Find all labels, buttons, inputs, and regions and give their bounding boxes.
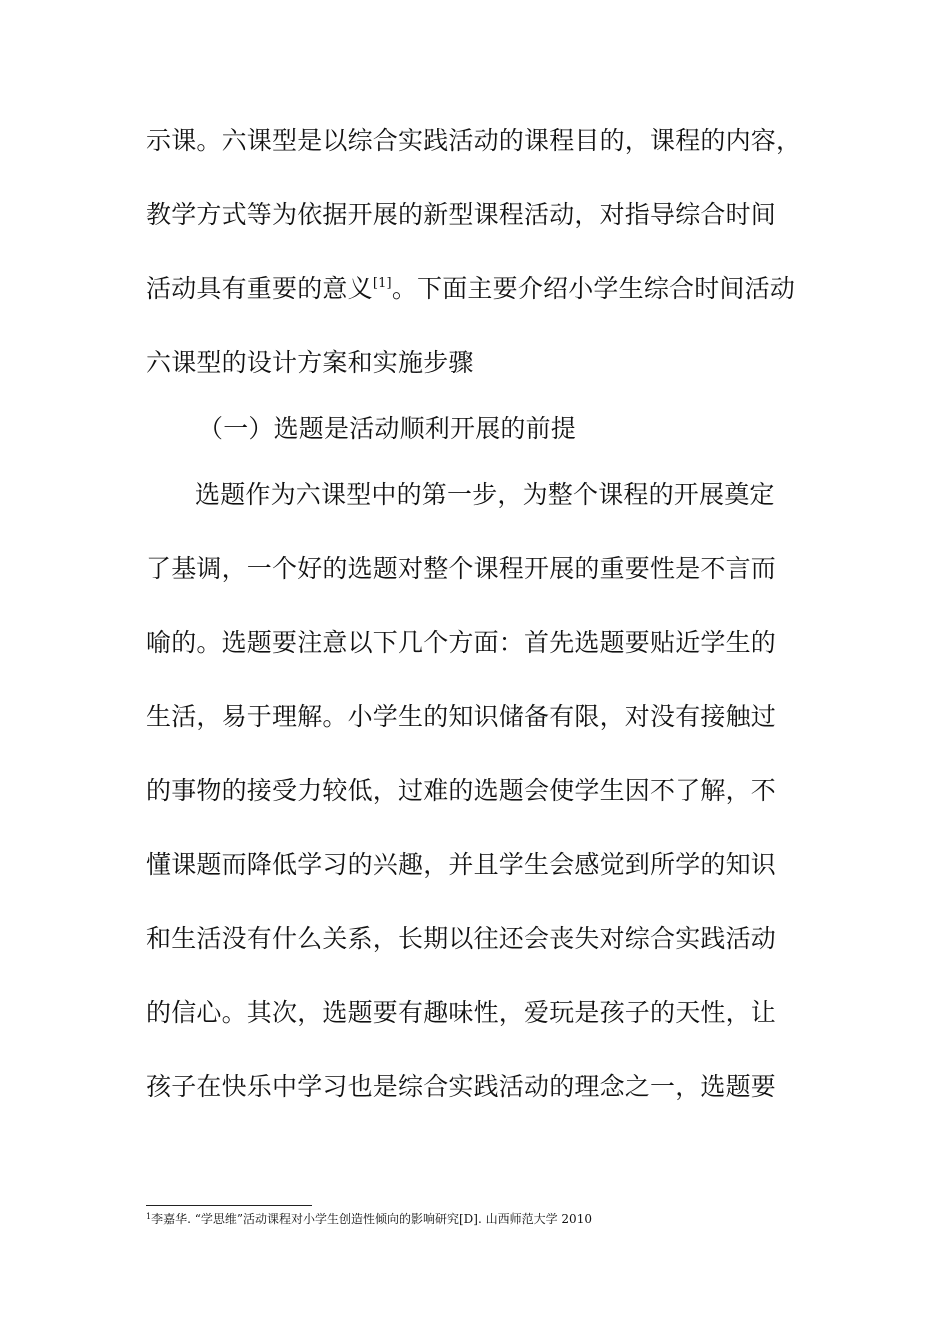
section-heading: （一）选题是活动顺利开展的前提 — [198, 414, 577, 443]
paragraph-line: 孩子在快乐中学习也是综合实践活动的理念之一，选题要 — [146, 1072, 777, 1101]
paragraph-text: 活动具有重要的意义 — [146, 274, 373, 303]
paragraph-line: 喻的。选题要注意以下几个方面：首先选题要贴近学生的 — [146, 628, 777, 657]
paragraph-line: 示课。六课型是以综合实践活动的课程目的，课程的内容， — [146, 126, 802, 155]
footnote-marker: 1 — [146, 1212, 152, 1221]
paragraph-line — [146, 273, 795, 305]
paragraph-line: 选题作为六课型中的第一步，为整个课程的开展奠定 — [195, 480, 775, 509]
paragraph-line: 懂课题而降低学习的兴趣，并且学生会感觉到所学的知识 — [146, 850, 777, 879]
footnote-text: 李嘉华. “学思维”活动课程对小学生创造性倾向的影响研究[D]. 山西师范大学 2010 — [151, 1212, 592, 1226]
citation-reference[interactable]: [1] — [372, 276, 392, 291]
footnote — [146, 1211, 592, 1227]
paragraph-line: 的信心。其次，选题要有趣味性，爱玩是孩子的天性，让 — [146, 998, 777, 1027]
paragraph-line: 教学方式等为依据开展的新型课程活动，对指导综合时间 — [146, 200, 777, 229]
paragraph-text: 。下面主要介绍小学生综合时间活动 — [391, 274, 796, 303]
paragraph-line: 的事物的接受力较低，过难的选题会使学生因不了解，不 — [146, 776, 777, 805]
paragraph-line: 生活，易于理解。小学生的知识储备有限，对没有接触过 — [146, 702, 777, 731]
paragraph-line: 和生活没有什么关系，长期以往还会丧失对综合实践活动 — [146, 924, 777, 953]
paragraph-line: 了基调，一个好的选题对整个课程开展的重要性是不言而 — [146, 554, 777, 583]
paragraph-line: 六课型的设计方案和实施步骤 — [146, 348, 474, 377]
footnote-divider — [146, 1205, 312, 1206]
